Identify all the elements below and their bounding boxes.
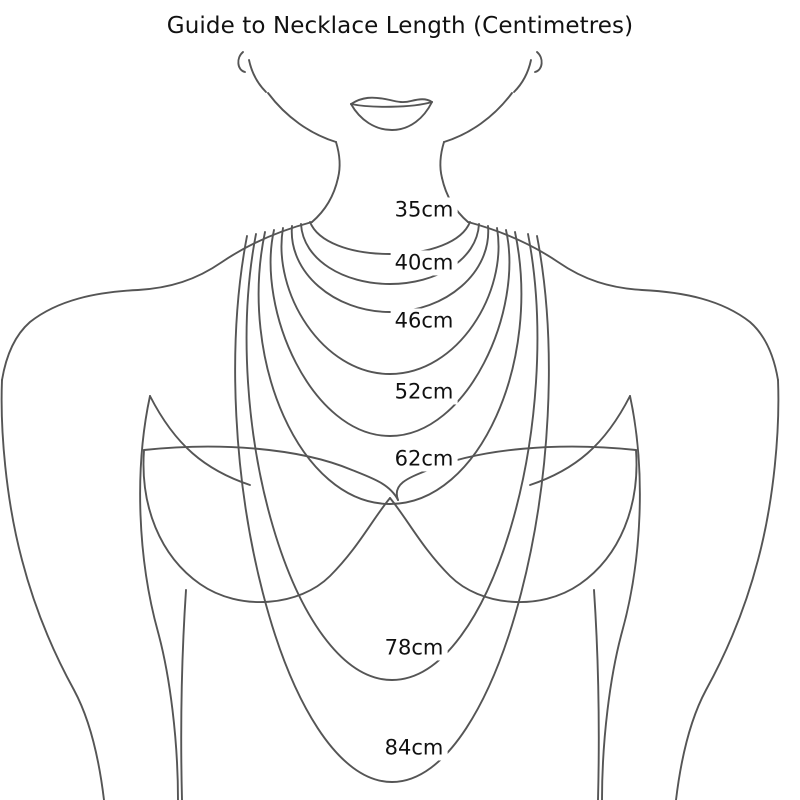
- length-label-35cm: 35cm: [391, 197, 458, 222]
- upper-lip: [351, 98, 432, 104]
- page-title: Guide to Necklace Length (Centimetres): [166, 13, 634, 39]
- right-side-seam: [594, 590, 599, 800]
- neck-left: [312, 178, 338, 222]
- right-arm-outer: [676, 380, 778, 800]
- right-jaw: [444, 93, 512, 142]
- right-jaw-tip: [514, 60, 531, 92]
- right-breast: [390, 450, 637, 602]
- length-label-78cm: 78cm: [381, 635, 448, 660]
- necklace-35cm: [310, 222, 470, 254]
- length-label-84cm: 84cm: [381, 735, 448, 760]
- left-jaw-tip: [249, 60, 266, 92]
- left-arm-inner: [140, 396, 178, 800]
- length-label-40cm: 40cm: [391, 250, 458, 275]
- right-ear: [535, 52, 542, 72]
- chin-to-neck-right: [440, 142, 444, 178]
- left-breast: [143, 450, 390, 602]
- right-armpit: [530, 396, 630, 485]
- left-armpit: [150, 396, 250, 485]
- left-side-seam: [181, 590, 186, 800]
- left-jaw: [268, 93, 336, 142]
- right-arm-inner: [602, 396, 640, 800]
- bust-line-left: [144, 447, 398, 500]
- length-label-62cm: 62cm: [391, 446, 458, 471]
- chin-to-neck-left: [336, 142, 340, 178]
- left-ear: [238, 52, 245, 72]
- lip-line: [351, 102, 432, 107]
- left-arm-outer: [2, 380, 104, 800]
- length-label-46cm: 46cm: [391, 308, 458, 333]
- length-label-52cm: 52cm: [391, 379, 458, 404]
